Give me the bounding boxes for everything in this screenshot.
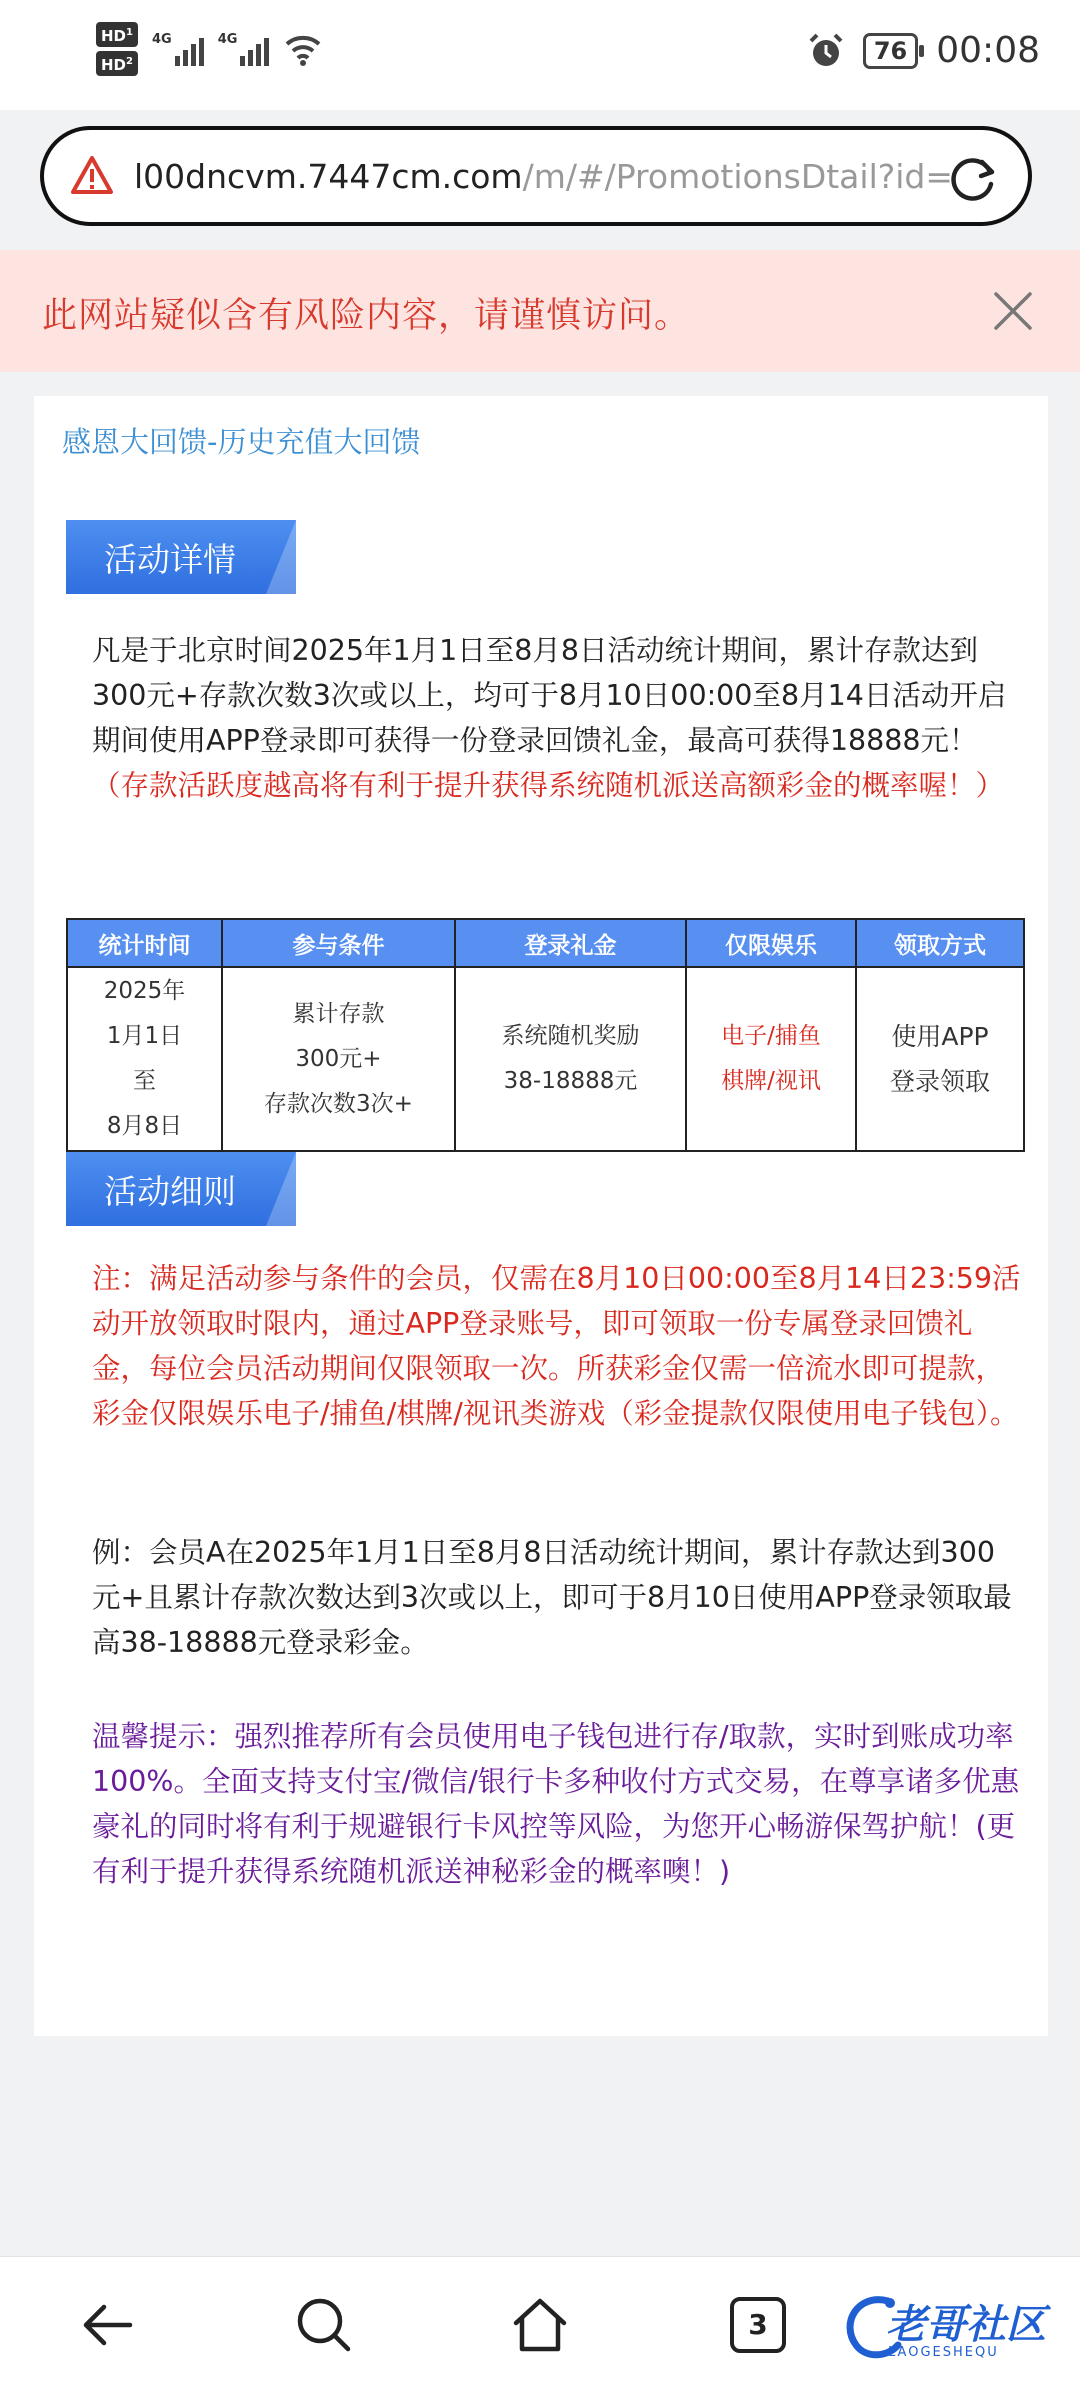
reload-icon[interactable] xyxy=(946,152,1000,206)
cell-line: 使用APP xyxy=(891,1022,989,1051)
table-row xyxy=(67,967,1024,1151)
table-header: 仅限娱乐 xyxy=(686,919,856,967)
cell-line: 38-18888元 xyxy=(503,1068,638,1094)
address-bar[interactable] xyxy=(40,126,1032,226)
status-right xyxy=(807,30,1040,71)
details-text: 凡是于北京时间2025年1月1日至8月8日活动统计期间，累计存款达到300元+存款次数3次或以上，均可于8月10日00:00至8月14日活动开启期间使用APP登录即可获得一份登录回馈礼金，最高可获得18888元！ xyxy=(92,634,1007,757)
risk-warning-text: 此网站疑似含有风险内容，请谨慎访问。 xyxy=(42,296,691,336)
alarm-icon xyxy=(807,32,845,70)
url-text[interactable] xyxy=(134,157,954,196)
table-header: 统计时间 xyxy=(67,919,222,967)
hd-badges xyxy=(96,22,138,76)
cell-line: 登录领取 xyxy=(889,1067,990,1096)
battery-indicator: 76 xyxy=(863,33,918,69)
hd2-badge: $HD^2$ xyxy=(96,51,138,76)
hd1-badge: $HD^1$ xyxy=(96,22,138,47)
tabs-button[interactable]: 3 xyxy=(730,2297,786,2353)
section-tag-rules xyxy=(66,1152,296,1226)
details-paragraph xyxy=(92,628,1022,808)
network-type-2: 4G xyxy=(217,32,238,47)
cell-period xyxy=(67,967,222,1151)
laoge-watermark xyxy=(838,2283,1068,2373)
home-icon[interactable] xyxy=(508,2293,572,2357)
promo-table xyxy=(66,918,1025,1152)
url-host: l00dncvm.7447cm.com xyxy=(134,156,523,196)
cell-line: 电子/捕鱼 xyxy=(721,1023,821,1049)
warning-icon[interactable] xyxy=(70,154,114,198)
clock: 00:08 xyxy=(936,30,1040,71)
table-header-row xyxy=(67,919,1024,967)
section-rules-label: 活动细则 xyxy=(104,1172,236,1211)
network-indicators xyxy=(96,22,323,76)
url-path: /m/#/PromotionsDtail?id= xyxy=(522,156,954,196)
promotion-card xyxy=(34,396,1048,2036)
cell-line: 300元+ xyxy=(295,1045,382,1072)
section-tag-details xyxy=(66,520,296,594)
cell-line: 系统随机奖励 xyxy=(501,1023,640,1049)
cell-line: 累计存款 xyxy=(292,1000,385,1027)
wifi-icon xyxy=(283,32,323,66)
cell-claim xyxy=(856,967,1024,1151)
cell-line: 1月1日 xyxy=(106,1023,183,1049)
cell-line: 2025年 xyxy=(103,978,186,1004)
cell-line: 至 xyxy=(133,1068,156,1094)
signal-1-icon xyxy=(152,32,204,66)
rules-example: 例：会员A在2025年1月1日至8月8日活动统计期间，累计存款达到300元+且累计存款次数达到3次或以上，即可于8月10日使用APP登录领取最高38-18888元登录彩金。 xyxy=(92,1536,1012,1659)
watermark-text: 老哥社区 xyxy=(886,2302,1046,2348)
cell-line: 8月8日 xyxy=(106,1113,183,1139)
cell-line: 棋牌/视讯 xyxy=(721,1068,821,1094)
risk-warning-banner xyxy=(0,250,1080,372)
search-icon[interactable] xyxy=(292,2293,356,2357)
back-icon[interactable] xyxy=(76,2293,140,2357)
table-header: 登录礼金 xyxy=(455,919,686,967)
table-header: 参与条件 xyxy=(222,919,455,967)
section-details-label: 活动详情 xyxy=(104,540,236,579)
watermark-subtext: LAOGESHEQU xyxy=(888,2345,999,2360)
rules-tip: 温馨提示：强烈推荐所有会员使用电子钱包进行存/取款，实时到账成功率100%。全面支持支付宝/微信/银行卡多种收付方式交易，在尊享诸多优惠豪礼的同时将有利于规避银行卡风控等风险，为您开心畅游保驾护航！(更有利于提升获得系统随机派送神秘彩金的概率噢！) xyxy=(92,1720,1020,1888)
table-header: 领取方式 xyxy=(856,919,1024,967)
network-type-1: 4G xyxy=(151,32,172,47)
cell-bonus xyxy=(455,967,686,1151)
cell-line: 存款次数3次+ xyxy=(264,1090,413,1117)
cell-condition xyxy=(222,967,455,1151)
close-icon[interactable] xyxy=(982,280,1044,342)
promo-title: 感恩大回馈-历史充值大回馈 xyxy=(62,425,421,459)
signal-2-icon xyxy=(218,32,270,66)
details-highlight: （存款活跃度越高将有利于提升获得系统随机派送高额彩金的概率喔！） xyxy=(92,769,1005,802)
status-bar xyxy=(0,0,1080,110)
rules-note: 注：满足活动参与条件的会员，仅需在8月10日00:00至8月14日23:59活动开放领取时限内，通过APP登录账号，即可领取一份专属登录回馈礼金，每位会员活动期间仅限领取一次。所获彩金仅需一倍流水即可提款，彩金仅限娱乐电子/捕鱼/棋牌/视讯类游戏（彩金提款仅限使用电子钱包）。 xyxy=(92,1262,1021,1430)
cell-games xyxy=(686,967,856,1151)
browser-nav-bar xyxy=(0,2256,1080,2401)
